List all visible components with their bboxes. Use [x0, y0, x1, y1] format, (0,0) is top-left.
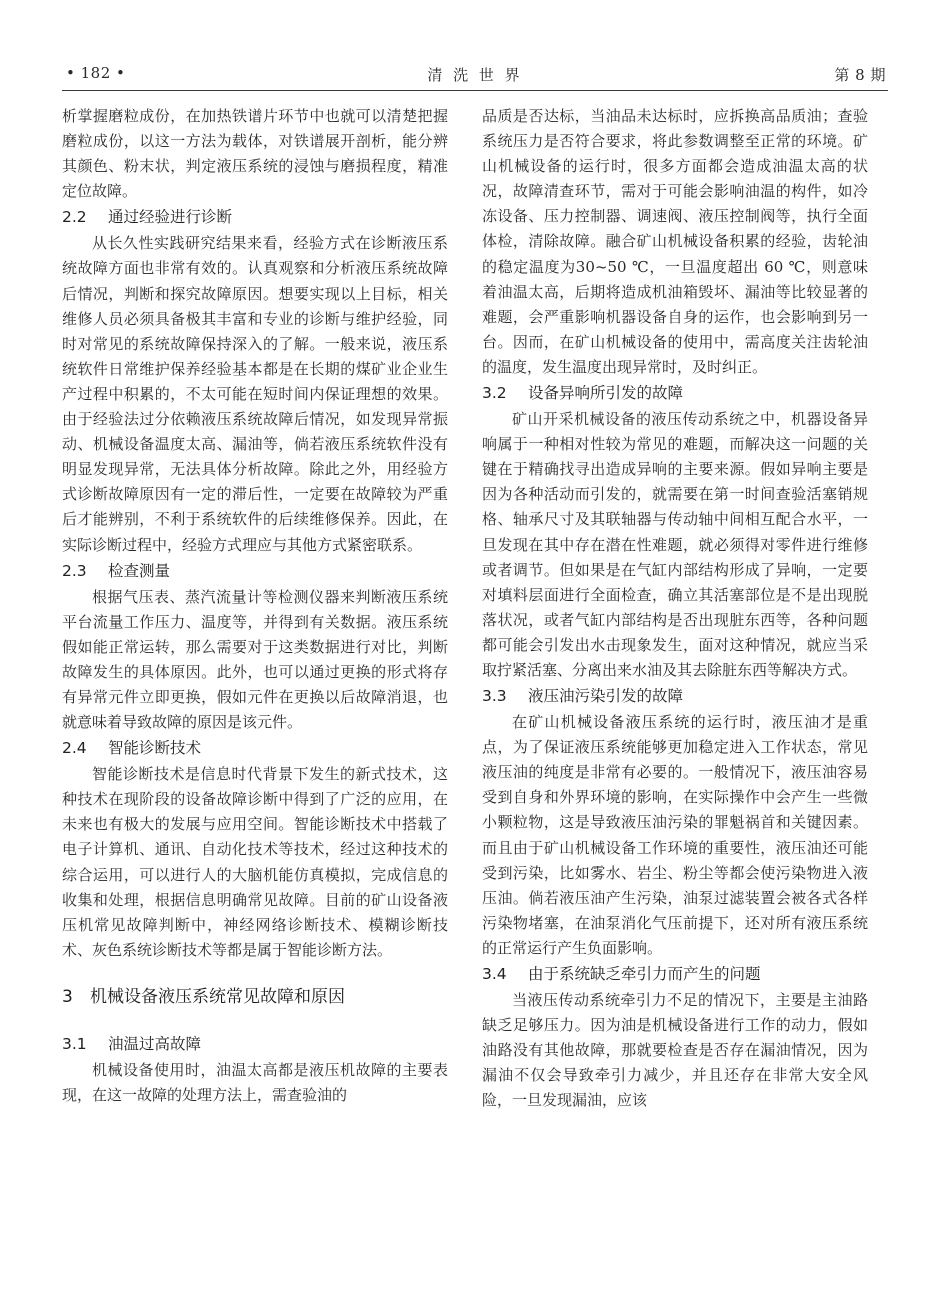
- section-3-2-heading: [482, 380, 868, 407]
- section-2-2-heading: [62, 204, 448, 231]
- section-3-4-heading: [482, 961, 868, 988]
- section-2-2-body: 从长久性实践研究结果来看，经验方式在诊断液压系统故障方面也非常有效的。认真观察和分析液压系统故障后情况，判断和探究故障原因。想要实现以上目标，相关维修人员必须具备极其丰富和专业的诊断与维护经验，同时对常见的系统故障保持深入的了解。一般来说，液压系统软件日常维护保养经验基本都是在长期的煤矿业企业生产过程中积累的，不太可能在短时间内保证理想的效果。由于经验法过分依赖液压系统故障后情况，如发现异常振动、机械设备温度太高、漏油等，倘若液压系统软件没有明显发现异常，无法具体分析故障。除此之外，用经验方式诊断故障原因有一定的滞后性，一定要在故障较为严重后才能辨别，不利于系统软件的后续维修保养。因此，在实际诊断过程中，经验方式理应与其他方式紧密联系。: [62, 234, 448, 554]
- section-3-2-body: 矿山开采机械设备的液压传动系统之中，机器设备异响属于一种相对性较为常见的难题，而解决这一问题的关键在于精确找寻出造成异响的主要来源。假如异响主要是因为各种活动而引发的，就需要在第一时间查验活塞销规格、轴承尺寸及其联轴器与传动轴中间相互配合水平，一旦发现在其中存在潜在性难题，就必须得对零件进行维修或者调节。但如果是在气缸内部结构形成了异响，一定要对填料层面进行全面检查，确立其活塞部位是不是出现脱落状况，或者气缸内部结构是否出现脏东西等，各种问题都可能会引发出水击现象发生，面对这种情况，就应当采取拧紧活塞、分离出来水油及其去除脏东西等解决方式。: [482, 410, 868, 679]
- section-2-4-heading: [62, 735, 448, 762]
- section-3-1-body: 机械设备使用时，油温太高都是液压机故障的主要表现，在这一故障的处理方法上，需查验油的: [62, 1060, 448, 1104]
- section-3-1-heading: [62, 1031, 448, 1058]
- journal-title: 清 洗 世 界: [427, 66, 523, 84]
- section-2-3-body: 根据气压表、蒸汽流量计等检测仪器来判断液压系统平台流量工作压力、温度等，并得到有关数据。液压系统假如能正常运转，那么需要对于这类数据进行对比，判断故障发生的具体原因。此外，也可以通过更换的形式将存有异常元件立即更换，假如元件在更换以后故障消退，也就意味着导致故障的原因是该元件。: [62, 587, 448, 732]
- section-3-3-body: 在矿山机械设备液压系统的运行时，液压油才是重点，为了保证液压系统能够更加稳定进入工作状态，常见液压油的纯度是非常有必要的。一般情况下，液压油容易受到自身和外界环境的影响，在实际操作中会产生一些微小颗粒物，这是导致液压油污染的罪魁祸首和关键因素。而且由于矿山机械设备工作环境的重要性，液压油还可能受到污染，比如雾水、岩尘、粉尘等都会使污染物进入液压油。倘若液压油产生污染，油泵过滤装置会被各式各样污染物堵塞，在油泵消化气压前提下，还对所有液压系统的正常运行产生负面影响。: [482, 713, 868, 957]
- section-number: 2.3: [62, 561, 87, 580]
- section-number: 3.4: [482, 965, 507, 983]
- section-title: 通过经验进行诊断: [108, 208, 233, 227]
- section-title: 智能诊断技术: [108, 739, 202, 758]
- section-3-4-body: 当液压传动系统牵引力不足的情况下，主要是主油路缺乏足够压力。因为油是机械设备进行工作的动力，假如油路没有其他故障，那就要检查是否存在漏油情况，因为漏油不仅会导致牵引力减少，并且还存在非常大安全风险，一旦发现漏油，应该: [482, 991, 868, 1110]
- section-number: 3: [62, 986, 73, 1007]
- page-number: • 182 •: [66, 64, 126, 82]
- section-number: 2.2: [62, 208, 87, 227]
- section-2-4-body: 智能诊断技术是信息时代背景下发生的新式技术，这种技术在现阶段的设备故障诊断中得到了广泛的应用，在未来也有极大的发展与应用空间。智能诊断技术中搭载了电子计算机、通讯、自动化技术等技术，经过这种技术的综合运用，可以进行人的大脑机能仿真模拟，完成信息的收集和处理，根据信息明确常见故障。目前的矿山设备液压机常见故障判断中，神经网络诊断技术、模糊诊断技术、灰色系统诊断技术等都是属于智能诊断方法。: [62, 765, 448, 959]
- section-number: 2.4: [62, 739, 87, 758]
- section-number: 3.2: [482, 384, 507, 403]
- section-title: 由于系统缺乏牵引力而产生的问题: [528, 965, 761, 983]
- section-3-3-heading: [482, 683, 868, 710]
- section-3-heading: [62, 983, 448, 1011]
- issue-number: 第 8 期: [834, 66, 886, 84]
- section-title: 液压油污染引发的故障: [528, 687, 684, 706]
- section-title: 机械设备液压系统常见故障和原因: [90, 986, 345, 1007]
- section-title: 设备异响所引发的故障: [528, 384, 684, 403]
- section-number: 3.3: [482, 687, 507, 706]
- section-2-3-heading: [62, 558, 448, 585]
- section-title: 油温过高故障: [108, 1034, 202, 1053]
- left-column: [62, 104, 448, 1108]
- header-divider: [62, 90, 888, 91]
- right-column: [482, 104, 868, 1113]
- section-number: 3.1: [62, 1034, 87, 1053]
- intro-paragraph: 析掌握磨粒成份，在加热铁谱片环节中也就可以清楚把握磨粒成份，以这一方法为载体，对铁谱展开剖析，能分辨其颜色、粉末状，判定液压系统的浸蚀与磨损程度，精准定位故障。: [62, 107, 448, 201]
- section-title: 检查测量: [108, 561, 171, 580]
- section-3-1-continued: 品质是否达标，当油品未达标时，应拆换高品质油；查验系统压力是否符合要求，将此参数调整至正常的环境。矿山机械设备的运行时，很多方面都会造成油温太高的状况，故障清查环节，需对于可能会影响油温的构件，如冷冻设备、压力控制器、调速阀、液压控制阀等，执行全面体检，清除故障。融合矿山机械设备积累的经验，齿轮油的稳定温度为30~50 ℃，一旦温度超出 60 ℃，则意味着油温太高，后期将造成机油箱毁坏、漏油等比较显著的难题，会严重影响机器设备自身的运作，也会影响到另一台。因而，在矿山机械设备的使用中，需高度关注齿轮油的温度，发生温度出现异常时，及时纠正。: [482, 107, 868, 376]
